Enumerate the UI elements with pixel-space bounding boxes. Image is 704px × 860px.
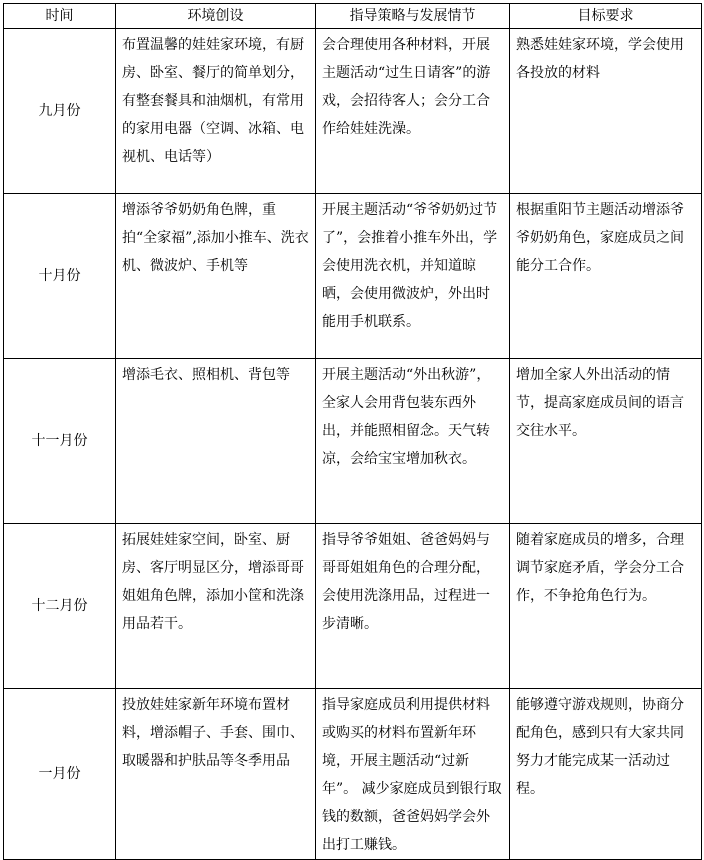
month-cell: 九月份 <box>4 29 116 194</box>
goal-cell: 根据重阳节主题活动增添爷爷奶奶角色，家庭成员之间能分工合作。 <box>510 194 702 359</box>
header-environment: 环境创设 <box>116 4 316 29</box>
table-header-row <box>4 4 702 29</box>
table-row <box>4 689 702 860</box>
environment-cell: 投放娃娃家新年环境布置材料，增添帽子、手套、围巾、取暖器和护肤品等冬季用品 <box>116 689 316 860</box>
table-row <box>4 524 702 689</box>
month-cell: 十月份 <box>4 194 116 359</box>
header-goal: 目标要求 <box>510 4 702 29</box>
environment-cell: 增添爷爷奶奶角色牌，重拍“全家福”,添加小推车、洗衣机、微波炉、手机等 <box>116 194 316 359</box>
month-cell: 十一月份 <box>4 359 116 524</box>
month-cell: 一月份 <box>4 689 116 860</box>
goal-cell: 熟悉娃娃家环境，学会使用各投放的材料 <box>510 29 702 194</box>
table-row <box>4 29 702 194</box>
strategy-cell: 指导家庭成员利用提供材料或购买的材料布置新年环境，开展主题活动“过新年”。 减少家庭成员到银行取钱的数额，爸爸妈妈学会外出打工赚钱。 <box>316 689 510 860</box>
table-row <box>4 194 702 359</box>
environment-cell: 布置温馨的娃娃家环境，有厨房、卧室、餐厅的简单划分，有整套餐具和油烟机，有常用的家用电器（空调、冰箱、电视机、电话等） <box>116 29 316 194</box>
goal-cell: 能够遵守游戏规则，协商分配角色，感到只有大家共同努力才能完成某一活动过程。 <box>510 689 702 860</box>
header-time: 时间 <box>4 4 116 29</box>
table-row <box>4 359 702 524</box>
goal-cell: 随着家庭成员的增多，合理调节家庭矛盾，学会分工合作，不争抢角色行为。 <box>510 524 702 689</box>
activity-plan-table <box>3 3 702 860</box>
goal-cell: 增加全家人外出活动的情节，提高家庭成员间的语言交往水平。 <box>510 359 702 524</box>
month-cell: 十二月份 <box>4 524 116 689</box>
header-strategy: 指导策略与发展情节 <box>316 4 510 29</box>
strategy-cell: 开展主题活动“外出秋游”，全家人会用背包装东西外出，并能照相留念。天气转凉，会给宝宝增加秋衣。 <box>316 359 510 524</box>
strategy-cell: 指导爷爷姐姐、爸爸妈妈与哥哥姐姐角色的合理分配，会使用洗涤用品，过程进一步清晰。 <box>316 524 510 689</box>
strategy-cell: 会合理使用各种材料，开展主题活动“过生日请客”的游戏，会招待客人；会分工合作给娃娃洗澡。 <box>316 29 510 194</box>
environment-cell: 增添毛衣、照相机、背包等 <box>116 359 316 524</box>
strategy-cell: 开展主题活动“爷爷奶奶过节了”，会推着小推车外出，学会使用洗衣机，并知道晾晒，会使用微波炉，外出时能用手机联系。 <box>316 194 510 359</box>
environment-cell: 拓展娃娃家空间，卧室、厨房、客厅明显区分，增添哥哥姐姐角色牌，添加小筐和洗涤用品若干。 <box>116 524 316 689</box>
